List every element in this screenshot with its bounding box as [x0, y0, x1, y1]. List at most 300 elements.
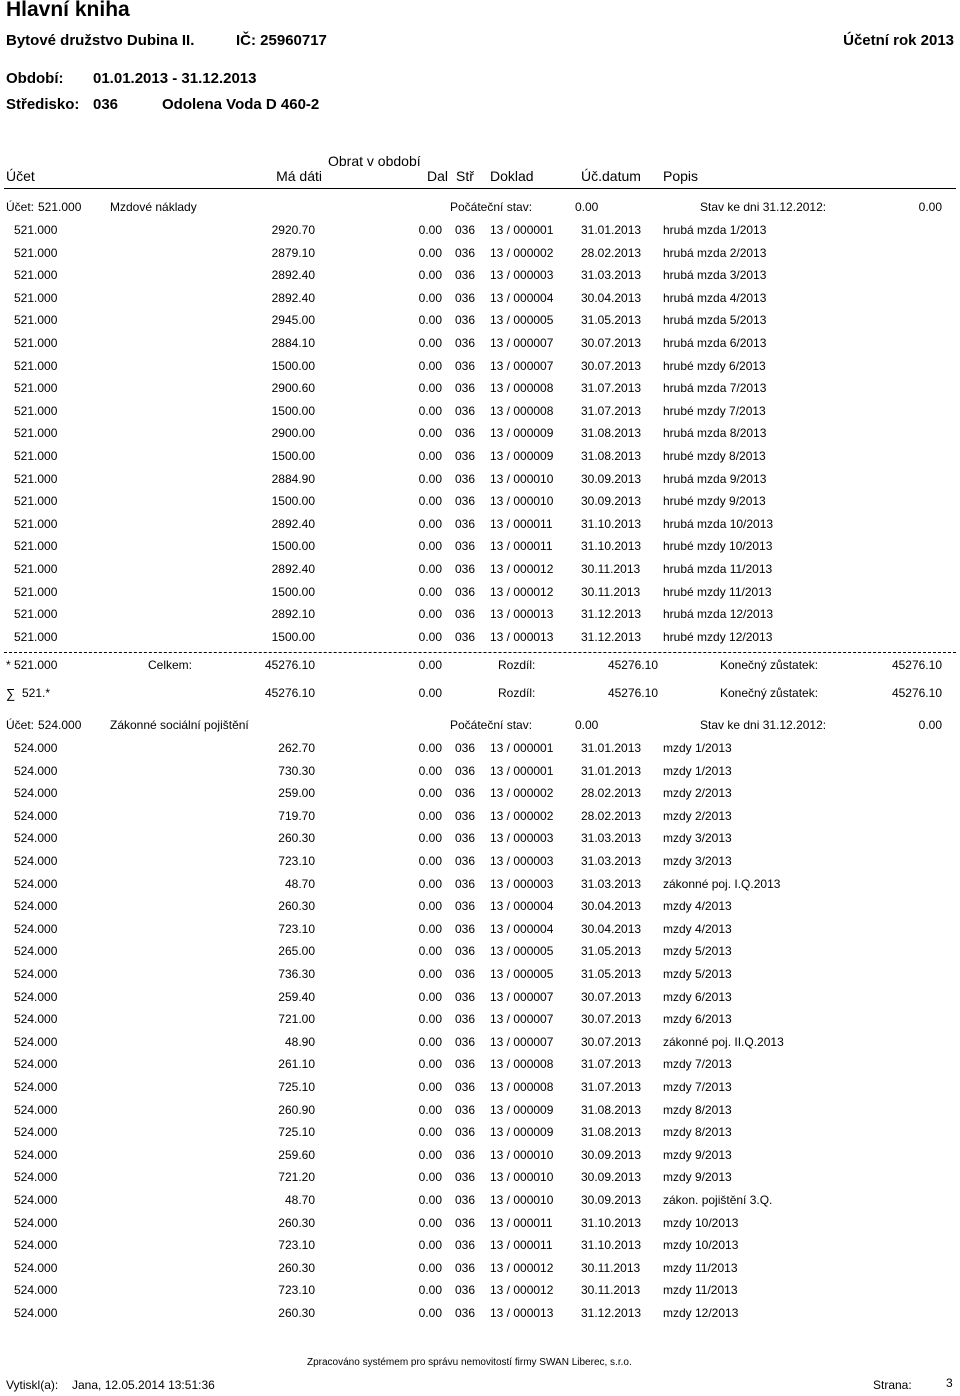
row-madati: 2892.40: [271, 290, 315, 305]
row-doklad: 13 / 000004: [490, 921, 554, 936]
row-madati: 261.10: [278, 1057, 315, 1072]
row-stredisko: 036: [455, 741, 476, 755]
footer-page-number: 3: [946, 1376, 953, 1390]
col-madati-header: Má dáti: [276, 168, 322, 184]
account-section-524: [0, 718, 960, 738]
row-datum: 31.10.2013: [581, 1238, 642, 1253]
row-dal: 0.00: [418, 516, 442, 531]
row-dal: 0.00: [418, 1012, 442, 1027]
row-doklad: 13 / 000003: [490, 876, 554, 891]
sum-icon: ∑: [6, 686, 16, 701]
row-stredisko: 036: [455, 1306, 476, 1320]
row-stredisko: 036: [455, 808, 476, 823]
row-datum: 31.03.2013: [581, 268, 642, 283]
row-datum: 31.08.2013: [581, 426, 642, 441]
row-datum: 30.09.2013: [581, 1170, 642, 1185]
row-doklad: 13 / 000010: [490, 494, 554, 509]
center-code: 036: [93, 96, 119, 113]
table-row: [0, 990, 960, 1012]
row-madati: 721.00: [278, 1012, 315, 1027]
row-stredisko: 036: [455, 494, 476, 509]
row-datum: 30.07.2013: [581, 336, 642, 350]
row-stredisko: 036: [455, 1125, 476, 1140]
row-popis: hrubé mzdy 9/2013: [663, 494, 766, 509]
row-doklad: 13 / 000008: [490, 1057, 554, 1072]
row-stredisko: 036: [455, 1170, 476, 1185]
row-datum: 28.02.2013: [581, 786, 642, 801]
row-account: 521.000: [14, 449, 58, 463]
row-popis: hrubé mzdy 11/2013: [663, 584, 772, 599]
row-madati: 723.10: [278, 1283, 315, 1298]
row-dal: 0.00: [418, 494, 442, 509]
footer-processed: Zpracováno systémem pro správu nemovitostí firmy SWAN Liberec, s.r.o.: [307, 1357, 632, 1368]
row-datum: 31.03.2013: [581, 831, 642, 846]
row-dal: 0.00: [418, 449, 442, 463]
row-madati: 260.30: [278, 1306, 315, 1320]
row-dal: 0.00: [418, 629, 442, 644]
table-row: [0, 246, 960, 268]
row-stredisko: 036: [455, 268, 476, 283]
row-popis: mzdy 3/2013: [663, 831, 732, 846]
row-account: 524.000: [14, 989, 58, 1004]
row-dal: 0.00: [418, 1102, 442, 1117]
row-doklad: 13 / 000010: [490, 1147, 554, 1162]
row-account: 521.000: [14, 629, 58, 644]
row-madati: 725.10: [278, 1080, 315, 1094]
row-account: 524.000: [14, 1080, 58, 1094]
row-popis: mzdy 3/2013: [663, 854, 732, 868]
row-datum: 30.04.2013: [581, 290, 642, 305]
row-popis: mzdy 4/2013: [663, 921, 732, 936]
row-account: 524.000: [14, 1283, 58, 1298]
row-doklad: 13 / 000004: [490, 290, 554, 305]
row-account: 524.000: [14, 786, 58, 801]
row-datum: 31.07.2013: [581, 403, 642, 418]
row-dal: 0.00: [418, 471, 442, 486]
row-stredisko: 036: [455, 539, 476, 554]
row-dal: 0.00: [418, 1260, 442, 1275]
table-row: [0, 1103, 960, 1125]
row-datum: 31.10.2013: [581, 516, 642, 531]
total-rozdil: 45276.10: [607, 658, 658, 672]
table-row: [0, 517, 960, 539]
row-dal: 0.00: [418, 562, 442, 576]
table-row: [0, 268, 960, 290]
row-account: 524.000: [14, 899, 58, 914]
table-row: [0, 1080, 960, 1102]
row-stredisko: 036: [455, 584, 476, 599]
row-dal: 0.00: [418, 763, 442, 778]
row-madati: 2900.60: [271, 381, 315, 396]
table-row: [0, 741, 960, 763]
table-row: [0, 854, 960, 876]
row-doklad: 13 / 000003: [490, 268, 554, 283]
row-stredisko: 036: [455, 1147, 476, 1162]
sum-konecny-label: Konečný zůstatek:: [720, 686, 819, 700]
row-account: 524.000: [14, 1193, 58, 1207]
col-popis-header: Popis: [663, 168, 699, 184]
row-datum: 31.08.2013: [581, 1102, 642, 1117]
row-popis: mzdy 11/2013: [663, 1283, 738, 1298]
row-dal: 0.00: [418, 1170, 442, 1185]
row-stredisko: 036: [455, 1012, 476, 1027]
row-dal: 0.00: [418, 290, 442, 305]
row-stredisko: 036: [455, 1238, 476, 1253]
row-dal: 0.00: [418, 921, 442, 936]
row-datum: 31.08.2013: [581, 1125, 642, 1140]
table-row: [0, 291, 960, 313]
row-datum: 31.05.2013: [581, 967, 642, 981]
row-popis: mzdy 9/2013: [663, 1170, 732, 1185]
row-madati: 2892.40: [271, 516, 315, 531]
row-dal: 0.00: [418, 1283, 442, 1298]
row-account: 524.000: [14, 1125, 58, 1140]
footer-page-label: Strana:: [873, 1378, 912, 1392]
total-rozdil-label: Rozdíl:: [498, 658, 536, 672]
row-dal: 0.00: [418, 944, 442, 959]
row-doklad: 13 / 000013: [490, 629, 554, 644]
row-popis: hrubé mzdy 8/2013: [663, 449, 766, 463]
row-doklad: 13 / 000008: [490, 403, 554, 418]
row-account: 521.000: [14, 562, 58, 576]
row-datum: 30.07.2013: [581, 1012, 642, 1027]
row-datum: 31.03.2013: [581, 876, 642, 891]
row-account: 521.000: [14, 426, 58, 441]
row-account: 524.000: [14, 944, 58, 959]
row-madati: 260.30: [278, 1215, 315, 1230]
row-account: 521.000: [14, 313, 58, 328]
row-popis: mzdy 5/2013: [663, 967, 732, 981]
row-popis: zákon. pojištění 3.Q.: [663, 1193, 773, 1207]
row-datum: 31.12.2013: [581, 629, 642, 644]
row-stredisko: 036: [455, 1283, 476, 1298]
row-madati: 2884.90: [271, 471, 315, 486]
row-account: 524.000: [14, 1306, 58, 1320]
table-row: [0, 359, 960, 381]
row-dal: 0.00: [418, 967, 442, 981]
row-madati: 260.30: [278, 1260, 315, 1275]
company-ico: IČ: 25960717: [236, 32, 327, 49]
table-row: [0, 786, 960, 808]
row-popis: mzdy 6/2013: [663, 1012, 732, 1027]
total-madati: 45276.10: [264, 658, 315, 672]
sum-rozdil: 45276.10: [607, 686, 658, 700]
row-madati: 736.30: [278, 967, 315, 981]
row-doklad: 13 / 000001: [490, 223, 554, 237]
row-stredisko: 036: [455, 629, 476, 644]
table-row: [0, 562, 960, 584]
row-account: 524.000: [14, 876, 58, 891]
row-datum: 31.08.2013: [581, 449, 642, 463]
row-account: 521.000: [14, 381, 58, 396]
row-account: 521.000: [14, 539, 58, 554]
sum-konecny: 45276.10: [891, 686, 942, 700]
row-account: 524.000: [14, 967, 58, 981]
col-dal-header: Dal: [427, 168, 449, 184]
row-datum: 30.11.2013: [581, 562, 641, 576]
sum-dal: 0.00: [418, 686, 442, 700]
row-dal: 0.00: [418, 1125, 442, 1140]
row-datum: 28.02.2013: [581, 808, 642, 823]
row-account: 521.000: [14, 403, 58, 418]
row-datum: 31.05.2013: [581, 313, 642, 328]
row-doklad: 13 / 000009: [490, 1102, 554, 1117]
row-doklad: 13 / 000008: [490, 1080, 554, 1094]
row-popis: hrubá mzda 10/2013: [663, 516, 774, 531]
row-account: 524.000: [14, 1102, 58, 1117]
row-dal: 0.00: [418, 381, 442, 396]
account-sum-521: [0, 686, 960, 704]
row-madati: 1500.00: [271, 629, 315, 644]
opening-label: Počáteční stav:: [450, 718, 533, 732]
row-popis: mzdy 7/2013: [663, 1080, 732, 1094]
row-popis: hrubá mzda 8/2013: [663, 426, 767, 441]
row-datum: 31.10.2013: [581, 539, 642, 554]
row-madati: 48.70: [284, 876, 315, 891]
row-popis: hrubá mzda 2/2013: [663, 245, 767, 260]
row-dal: 0.00: [418, 223, 442, 237]
row-stredisko: 036: [455, 313, 476, 328]
row-datum: 31.07.2013: [581, 381, 642, 396]
table-row: [0, 494, 960, 516]
sum-madati: 45276.10: [264, 686, 315, 700]
center-label: Středisko:: [6, 96, 80, 113]
table-row: [0, 1216, 960, 1238]
row-dal: 0.00: [418, 358, 442, 373]
row-doklad: 13 / 000007: [490, 1034, 554, 1049]
row-popis: mzdy 5/2013: [663, 944, 732, 959]
table-row: [0, 426, 960, 448]
row-dal: 0.00: [418, 584, 442, 599]
balance-value: 0.00: [918, 718, 942, 732]
row-doklad: 13 / 000013: [490, 607, 554, 622]
row-stredisko: 036: [455, 516, 476, 531]
row-account: 524.000: [14, 1147, 58, 1162]
row-popis: mzdy 1/2013: [663, 763, 732, 778]
fiscal-year: Účetní rok 2013: [843, 32, 954, 49]
row-datum: 31.10.2013: [581, 1215, 642, 1230]
table-row: [0, 607, 960, 629]
row-popis: mzdy 10/2013: [663, 1238, 739, 1253]
row-datum: 30.04.2013: [581, 899, 642, 914]
row-account: 524.000: [14, 1057, 58, 1072]
table-row: [0, 1125, 960, 1147]
balance-label: Stav ke dni 31.12.2012:: [700, 200, 827, 214]
row-madati: 1500.00: [271, 403, 315, 418]
row-madati: 48.70: [284, 1193, 315, 1207]
row-madati: 2884.10: [271, 336, 315, 350]
table-row: [0, 1170, 960, 1192]
row-doklad: 13 / 000012: [490, 584, 554, 599]
row-account: 521.000: [14, 607, 58, 622]
footer-printed-value: Jana, 12.05.2014 13:51:36: [72, 1378, 215, 1392]
col-doklad-header: Doklad: [490, 168, 534, 184]
row-account: 521.000: [14, 290, 58, 305]
row-datum: 31.12.2013: [581, 1306, 642, 1320]
row-stredisko: 036: [455, 1102, 476, 1117]
table-row: [0, 404, 960, 426]
row-doklad: 13 / 000001: [490, 741, 554, 755]
table-row: [0, 1012, 960, 1034]
row-popis: zákonné poj. I.Q.2013: [663, 876, 781, 891]
row-stredisko: 036: [455, 763, 476, 778]
row-doklad: 13 / 000011: [490, 1238, 553, 1253]
table-row: [0, 877, 960, 899]
row-account: 524.000: [14, 1034, 58, 1049]
row-dal: 0.00: [418, 539, 442, 554]
row-madati: 1500.00: [271, 449, 315, 463]
row-dal: 0.00: [418, 1193, 442, 1207]
row-doklad: 13 / 000009: [490, 1125, 554, 1140]
row-madati: 730.30: [278, 763, 315, 778]
table-row: [0, 630, 960, 652]
row-stredisko: 036: [455, 831, 476, 846]
row-popis: hrubé mzdy 10/2013: [663, 539, 773, 554]
row-stredisko: 036: [455, 290, 476, 305]
row-dal: 0.00: [418, 786, 442, 801]
row-stredisko: 036: [455, 854, 476, 868]
row-account: 521.000: [14, 584, 58, 599]
table-row: [0, 967, 960, 989]
row-doklad: 13 / 000013: [490, 1306, 554, 1320]
total-konecny-label: Konečný zůstatek:: [720, 658, 819, 672]
row-doklad: 13 / 000001: [490, 763, 554, 778]
row-dal: 0.00: [418, 245, 442, 260]
opening-value: 0.00: [575, 718, 599, 732]
table-row: [0, 1057, 960, 1079]
row-account: 521.000: [14, 358, 58, 373]
table-row: [0, 764, 960, 786]
row-madati: 2892.40: [271, 562, 315, 576]
row-stredisko: 036: [455, 921, 476, 936]
row-datum: 30.11.2013: [581, 584, 641, 599]
table-row: [0, 899, 960, 921]
table-row: [0, 809, 960, 831]
row-popis: mzdy 7/2013: [663, 1057, 732, 1072]
col-obrat-header: Obrat v období: [328, 153, 421, 169]
row-madati: 1500.00: [271, 584, 315, 599]
row-account: 524.000: [14, 831, 58, 846]
col-ucet-header: Účet: [6, 168, 35, 184]
row-account: 524.000: [14, 1260, 58, 1275]
row-datum: 30.09.2013: [581, 494, 642, 509]
row-account: 524.000: [14, 921, 58, 936]
balance-label: Stav ke dni 31.12.2012:: [700, 718, 827, 732]
table-row: [0, 585, 960, 607]
row-stredisko: 036: [455, 336, 476, 350]
row-popis: hrubá mzda 3/2013: [663, 268, 767, 283]
center-name: Odolena Voda D 460-2: [162, 96, 320, 113]
row-doklad: 13 / 000003: [490, 831, 554, 846]
row-madati: 719.70: [278, 808, 315, 823]
row-popis: hrubá mzda 6/2013: [663, 336, 767, 350]
row-dal: 0.00: [418, 313, 442, 328]
row-madati: 260.30: [278, 831, 315, 846]
row-popis: hrubá mzda 7/2013: [663, 381, 767, 396]
row-madati: 723.10: [278, 1238, 315, 1253]
row-popis: mzdy 12/2013: [663, 1306, 739, 1320]
row-dal: 0.00: [418, 1057, 442, 1072]
row-popis: mzdy 9/2013: [663, 1147, 732, 1162]
row-stredisko: 036: [455, 1193, 476, 1207]
report-title: Hlavní kniha: [6, 0, 130, 21]
row-stredisko: 036: [455, 967, 476, 981]
table-row: [0, 223, 960, 245]
row-stredisko: 036: [455, 449, 476, 463]
row-datum: 30.09.2013: [581, 1147, 642, 1162]
row-madati: 1500.00: [271, 358, 315, 373]
row-popis: mzdy 2/2013: [663, 786, 732, 801]
row-account: 524.000: [14, 763, 58, 778]
row-doklad: 13 / 000002: [490, 808, 554, 823]
row-dal: 0.00: [418, 741, 442, 755]
row-doklad: 13 / 000009: [490, 426, 554, 441]
row-dal: 0.00: [418, 1215, 442, 1230]
row-stredisko: 036: [455, 1034, 476, 1049]
row-madati: 1500.00: [271, 539, 315, 554]
row-datum: 31.07.2013: [581, 1080, 642, 1094]
account-label: Účet:: [6, 200, 35, 214]
row-popis: hrubá mzda 12/2013: [663, 607, 774, 622]
row-stredisko: 036: [455, 1215, 476, 1230]
row-doklad: 13 / 000008: [490, 381, 554, 396]
row-account: 524.000: [14, 1012, 58, 1027]
row-doklad: 13 / 000005: [490, 967, 554, 981]
row-stredisko: 036: [455, 944, 476, 959]
row-doklad: 13 / 000010: [490, 1170, 554, 1185]
row-account: 524.000: [14, 741, 58, 755]
row-datum: 31.01.2013: [581, 741, 642, 755]
row-doklad: 13 / 000005: [490, 944, 554, 959]
row-stredisko: 036: [455, 1080, 476, 1094]
account-name: Zákonné sociální pojištění: [110, 718, 249, 732]
total-konecny: 45276.10: [891, 658, 942, 672]
row-account: 521.000: [14, 516, 58, 531]
table-row: [0, 1148, 960, 1170]
row-stredisko: 036: [455, 899, 476, 914]
row-dal: 0.00: [418, 336, 442, 350]
row-doklad: 13 / 000002: [490, 786, 554, 801]
row-madati: 259.60: [278, 1147, 315, 1162]
row-doklad: 13 / 000011: [490, 1215, 553, 1230]
row-dal: 0.00: [418, 899, 442, 914]
header-divider: [4, 188, 956, 189]
row-dal: 0.00: [418, 1306, 442, 1320]
row-doklad: 13 / 000007: [490, 336, 554, 350]
account-name: Mzdové náklady: [110, 200, 197, 214]
row-popis: mzdy 8/2013: [663, 1102, 732, 1117]
row-datum: 31.05.2013: [581, 944, 642, 959]
table-row: [0, 944, 960, 966]
period-label: Období:: [6, 70, 64, 87]
total-prefix: * 521.000: [6, 658, 58, 672]
row-datum: 28.02.2013: [581, 245, 642, 260]
row-madati: 2892.10: [271, 607, 315, 622]
row-dal: 0.00: [418, 808, 442, 823]
row-datum: 30.09.2013: [581, 1193, 642, 1207]
row-madati: 262.70: [278, 741, 315, 755]
row-doklad: 13 / 000007: [490, 1012, 554, 1027]
row-dal: 0.00: [418, 268, 442, 283]
table-row: [0, 1238, 960, 1260]
row-popis: mzdy 11/2013: [663, 1260, 738, 1275]
row-stredisko: 036: [455, 989, 476, 1004]
company-name: Bytové družstvo Dubina II.: [6, 32, 195, 49]
sum-rozdil-label: Rozdíl:: [498, 686, 536, 700]
row-madati: 260.90: [278, 1102, 315, 1117]
row-dal: 0.00: [418, 403, 442, 418]
row-madati: 721.20: [278, 1170, 315, 1185]
